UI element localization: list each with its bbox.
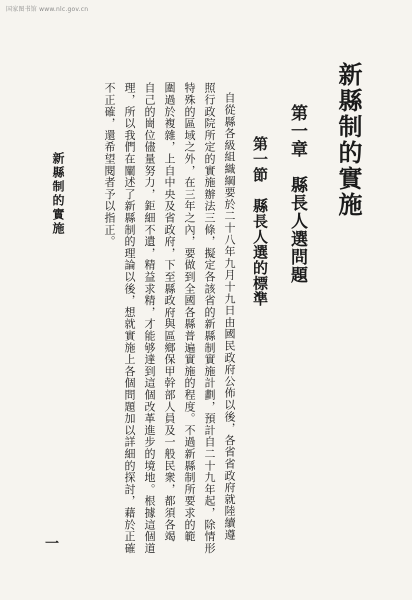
- body-text-column: 理，所以我們在闡述了新縣制的理論以後，想就實施上各個問題加以詳細的探討，藉於正確: [123, 82, 136, 554]
- body-text-column: 自己的崗位儘量努力，鉅細不遺，精益求精，才能够達到這個改革進步的境地。根據這個道: [143, 82, 156, 554]
- body-text-column: 不正確，還希望閱者予以指正。: [103, 82, 116, 248]
- library-watermark: 国家图书馆 www.nlc.gov.cn: [6, 6, 89, 13]
- body-text-column: 照行政院所定的實施辦法三條，擬定各該省的新縣制實施計劃，預計自二十九年起，除情形: [203, 82, 216, 554]
- book-title: 新縣制的實施: [334, 62, 363, 218]
- page-number: 一: [43, 536, 59, 550]
- body-text-column: 特殊的區域之外，在三年之內，要做到全國各縣普遍實施的程度。不過新縣制所要求的範: [183, 82, 196, 543]
- running-header: 新縣制的實施: [51, 152, 65, 236]
- section-title: 第一節 縣長人選的標準: [251, 136, 269, 307]
- body-text-column: 圍過於複雜，上自中央及省政府，下至縣政府與區鄉保甲幹部人員及一般民衆，都須各竭: [163, 82, 176, 543]
- chapter-title: 第一章 縣長人選問題: [287, 104, 307, 284]
- body-text-column: 自從縣各級組織綱要於二十八年九月十九日由國民政府公佈以後，各省省政府就陸續遵: [223, 92, 236, 541]
